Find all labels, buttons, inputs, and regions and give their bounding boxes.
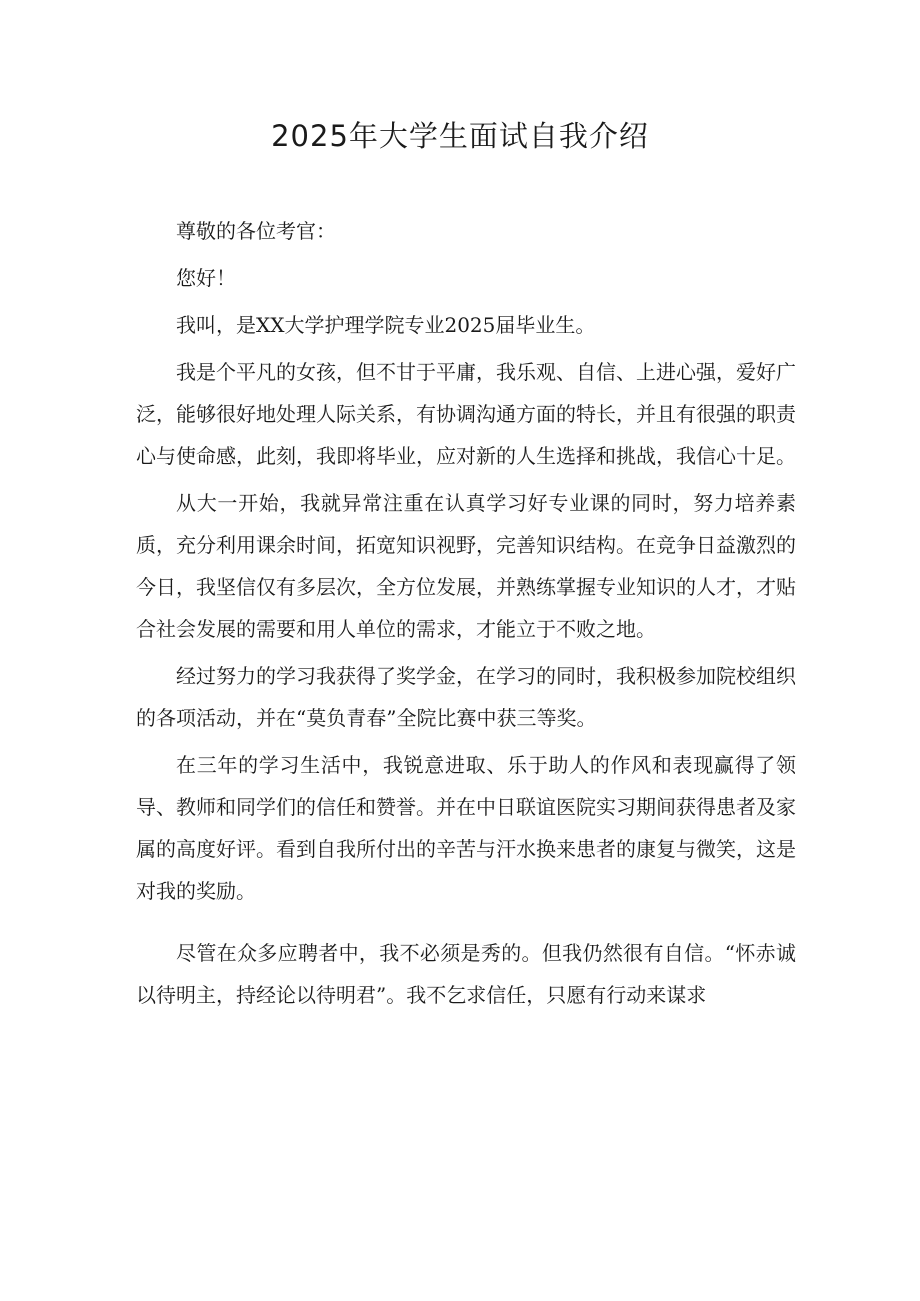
- salutation: 尊敬的各位考官：: [176, 219, 336, 243]
- paragraph-personality: 我是个平凡的女孩，但不甘于平庸，我乐观、自信、上进心强，爱好广泛，能够很好地处理人际关系，有协调沟通方面的特长，并且有很强的职责心与使命感，此刻，我即将毕业，应对新的人生选择和挑战，我信心十足。: [136, 360, 796, 468]
- paragraph-internship: 在三年的学习生活中，我锐意进取、乐于助人的作风和表现赢得了领导、教师和同学们的信任和赞誉。并在中日联谊医院实习期间获得患者及家属的高度好评。看到自我所付出的辛苦与汗水换来患者的康复与微笑，这是对我的奖励。: [136, 753, 796, 903]
- paragraph-intro: 我叫，是XX大学护理学院专业2025届毕业生。: [176, 313, 596, 337]
- greeting: 您好！: [176, 266, 236, 290]
- paragraph-awards: 经过努力的学习我获得了奖学金，在学习的同时，我积极参加院校组织的各项活动，并在“莫负青春”全院比赛中获三等奖。: [136, 664, 796, 730]
- paragraph-study: 从大一开始，我就异常注重在认真学习好专业课的同时，努力培养素质，充分利用课余时间，拓宽知识视野，完善知识结构。在竞争日益激烈的今日，我坚信仅有多层次，全方位发展，并熟练掌握专业知识的人才，才贴合社会发展的需要和用人单位的需求，才能立于不败之地。: [136, 491, 796, 641]
- paragraph-confidence: 尽管在众多应聘者中，我不必须是秀的。但我仍然很有自信。“怀赤诚以待明主，持经论以待明君”。我不乞求信任，只愿有行动来谋求: [136, 941, 796, 1007]
- document-title: 2025年大学生面试自我介绍: [271, 119, 649, 153]
- document-body: [136, 210, 796, 1021]
